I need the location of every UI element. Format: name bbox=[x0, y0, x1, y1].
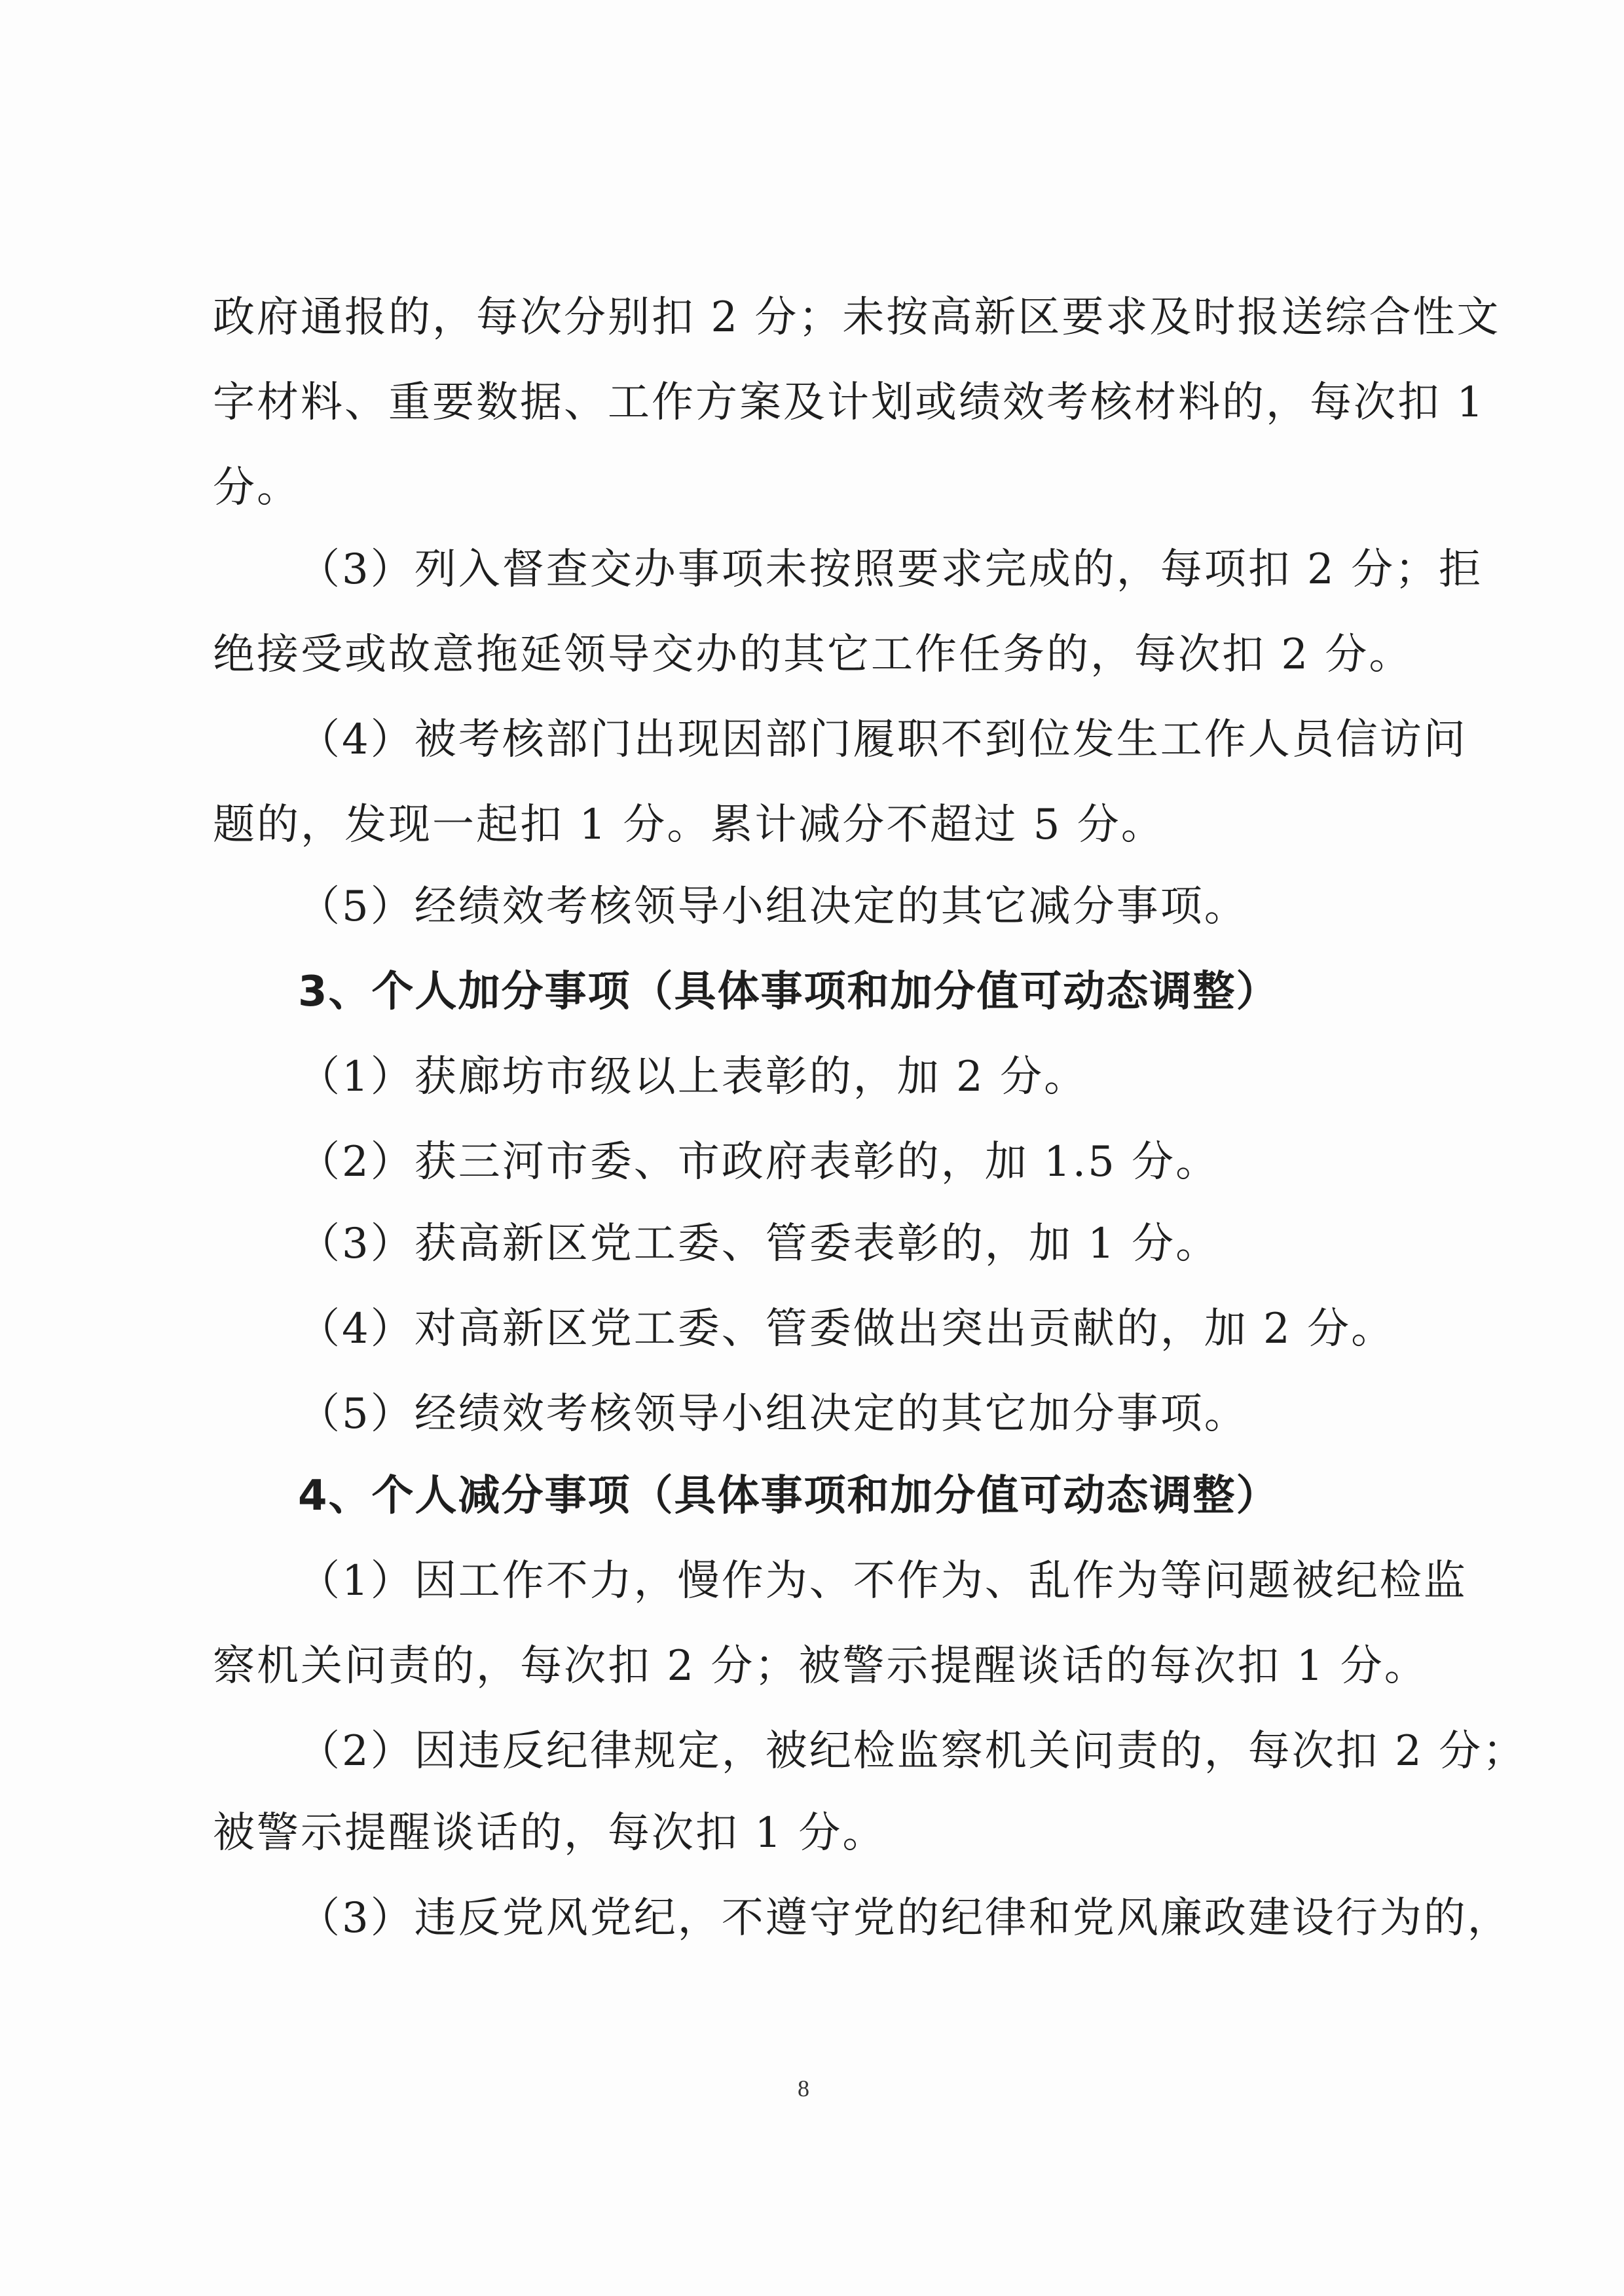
section-heading: 4、个人减分事项（具体事项和加分值可动态调整） bbox=[298, 1472, 1280, 1520]
body-line: 分。 bbox=[213, 464, 301, 512]
body-line: （3）获高新区党工委、管委表彰的，加 1 分。 bbox=[298, 1220, 1220, 1268]
body-line: 题的，发现一起扣 1 分。累计减分不超过 5 分。 bbox=[213, 801, 1165, 849]
body-line: （3）列入督查交办事项未按照要求完成的，每项扣 2 分；拒 bbox=[298, 545, 1483, 594]
body-line: （1）因工作不力，慢作为、不作为、乱作为等问题被纪检监 bbox=[298, 1557, 1467, 1605]
body-line: （5）经绩效考核领导小组决定的其它加分事项。 bbox=[298, 1390, 1248, 1438]
body-line: （4）被考核部门出现因部门履职不到位发生工作人员信访问 bbox=[298, 716, 1467, 764]
body-line: （5）经绩效考核领导小组决定的其它减分事项。 bbox=[298, 883, 1248, 931]
body-line: （1）获廊坊市级以上表彰的，加 2 分。 bbox=[298, 1053, 1088, 1101]
body-line: 政府通报的，每次分别扣 2 分；未按高新区要求及时报送综合性文 bbox=[213, 293, 1501, 342]
body-line: 字材料、重要数据、工作方案及计划或绩效考核材料的，每次扣 1 bbox=[213, 378, 1486, 427]
body-line: 被警示提醒谈话的，每次扣 1 分。 bbox=[213, 1809, 887, 1857]
body-line: （3）违反党风党纪，不遵守党的纪律和党风廉政建设行为的， bbox=[298, 1894, 1511, 1942]
body-line: （2）因违反纪律规定，被纪检监察机关问责的，每次扣 2 分； bbox=[298, 1727, 1527, 1776]
section-heading: 3、个人加分事项（具体事项和加分值可动态调整） bbox=[298, 968, 1280, 1016]
body-line: 察机关问责的，每次扣 2 分；被警示提醒谈话的每次扣 1 分。 bbox=[213, 1642, 1428, 1690]
body-line: （2）获三河市委、市政府表彰的，加 1.5 分。 bbox=[298, 1138, 1220, 1186]
page-number: 8 bbox=[798, 2075, 809, 2102]
body-line: （4）对高新区党工委、管委做出突出贡献的，加 2 分。 bbox=[298, 1305, 1395, 1353]
body-line: 绝接受或故意拖延领导交办的其它工作任务的，每次扣 2 分。 bbox=[213, 630, 1413, 679]
